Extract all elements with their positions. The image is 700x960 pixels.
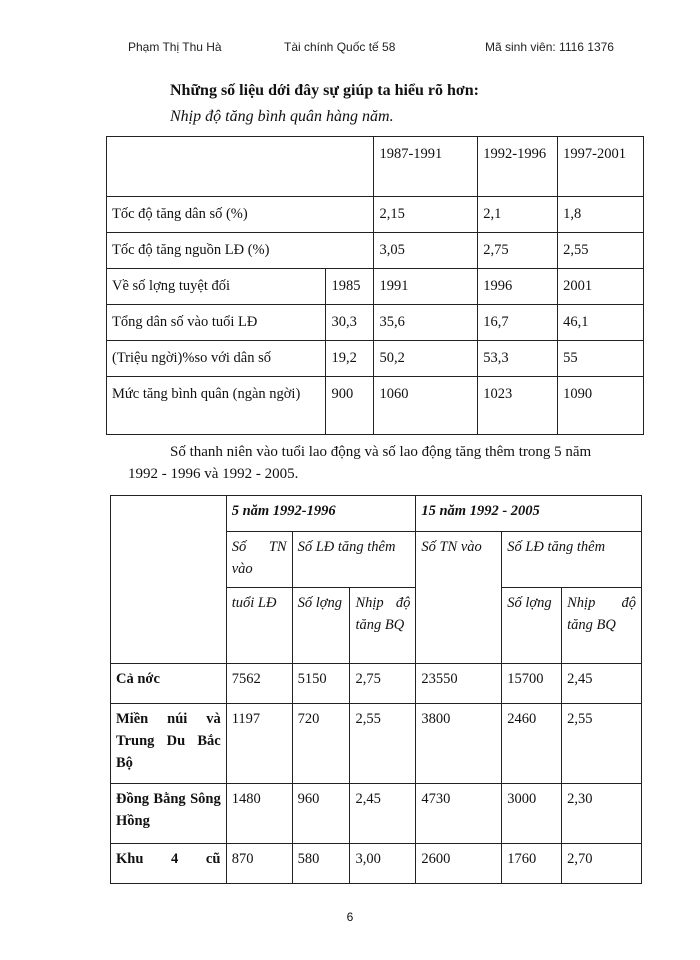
paragraph-line: 1992 - 1996 và 1992 - 2005. <box>128 466 299 482</box>
period-header: 15 năm 1992 - 2005 <box>416 496 642 532</box>
table-cell: 5150 <box>292 664 350 704</box>
table-cell: 2,45 <box>562 664 642 704</box>
table-cell: 15700 <box>502 664 562 704</box>
table-cell: 53,3 <box>478 341 558 377</box>
table-cell: 2,70 <box>562 844 642 884</box>
table-cell: 1996 <box>478 269 558 305</box>
table-cell: 870 <box>226 844 292 884</box>
table-cell: 2,15 <box>374 197 478 233</box>
table-cell: 900 <box>326 377 374 435</box>
header-author: Phạm Thị Thu Hà <box>128 40 222 54</box>
column-header: Số LĐ tăng thêm <box>292 532 416 588</box>
table-cell: 19,2 <box>326 341 374 377</box>
page-number: 6 <box>346 910 354 924</box>
paragraph-line: Số thanh niên vào tuổi lao động và số lao động tăng thêm trong 5 năm <box>170 444 592 460</box>
table-cell: 2,75 <box>478 233 558 269</box>
table-cell: 23550 <box>416 664 502 704</box>
table-cell: 2,55 <box>350 704 416 784</box>
column-header: Số TN vào <box>416 532 502 664</box>
table-cell: 1985 <box>326 269 374 305</box>
table-cell: 2,75 <box>350 664 416 704</box>
table-cell: 50,2 <box>374 341 478 377</box>
table-cell: 3,00 <box>350 844 416 884</box>
period-header: 1997-2001 <box>558 137 644 197</box>
growth-rate-table <box>106 136 644 435</box>
column-header: Số lợng <box>292 588 350 664</box>
row-label: Khu 4 cũ <box>111 844 227 884</box>
header-class: Tài chính Quốc tế 58 <box>284 40 396 54</box>
header-student-id: Mã sinh viên: 1116 1376 <box>485 40 614 54</box>
table-cell: 7562 <box>226 664 292 704</box>
period-header: 1987-1991 <box>374 137 478 197</box>
section-heading: Những số liệu dới đây sự giúp ta hiểu rõ hơn: <box>170 82 479 99</box>
table-cell: 3800 <box>416 704 502 784</box>
column-header: Số lợng <box>502 588 562 664</box>
row-label: Tốc độ tăng dân số (%) <box>107 197 374 233</box>
column-header: Số TN vào <box>226 532 292 588</box>
table-cell: 1023 <box>478 377 558 435</box>
table-cell: 2,1 <box>478 197 558 233</box>
table-cell: 3000 <box>502 784 562 844</box>
row-label: Tổng dân số vào tuổi LĐ <box>107 305 326 341</box>
table-cell: 1090 <box>558 377 644 435</box>
table-cell: 55 <box>558 341 644 377</box>
table-cell: 16,7 <box>478 305 558 341</box>
row-label: Tốc độ tăng nguồn LĐ (%) <box>107 233 374 269</box>
table-cell: 46,1 <box>558 305 644 341</box>
table-cell: 30,3 <box>326 305 374 341</box>
table-cell: 2,45 <box>350 784 416 844</box>
column-header: Nhịp độ tăng BQ <box>350 588 416 664</box>
column-header: Nhịp độ tăng BQ <box>562 588 642 664</box>
table1-caption: Nhịp độ tăng bình quân hàng năm. <box>170 108 394 125</box>
row-label: Miền núi và Trung Du Bắc Bộ <box>111 704 227 784</box>
table-cell: 4730 <box>416 784 502 844</box>
table-cell: 2600 <box>416 844 502 884</box>
empty-header-cell <box>107 137 374 197</box>
table-cell: 3,05 <box>374 233 478 269</box>
table-cell: 2,55 <box>558 233 644 269</box>
column-header: tuổi LĐ <box>226 588 292 664</box>
table-cell: 1197 <box>226 704 292 784</box>
period-header: 5 năm 1992-1996 <box>226 496 416 532</box>
row-label: Về số lợng tuyệt đối <box>107 269 326 305</box>
table-cell: 2,55 <box>562 704 642 784</box>
youth-labor-table <box>110 495 642 884</box>
row-label: Cả nớc <box>111 664 227 704</box>
table-cell: 1991 <box>374 269 478 305</box>
table-cell: 1060 <box>374 377 478 435</box>
table-cell: 960 <box>292 784 350 844</box>
row-label: Mức tăng bình quân (ngàn ngời) <box>107 377 326 435</box>
column-header: Số LĐ tăng thêm <box>502 532 642 588</box>
table-cell: 1,8 <box>558 197 644 233</box>
row-label: Đồng Bằng Sông Hồng <box>111 784 227 844</box>
intro-paragraph <box>128 441 648 485</box>
table-cell: 1760 <box>502 844 562 884</box>
table-cell: 1480 <box>226 784 292 844</box>
period-header: 1992-1996 <box>478 137 558 197</box>
table-cell: 2460 <box>502 704 562 784</box>
row-label: (Triệu ngời)%so với dân số <box>107 341 326 377</box>
table-cell: 2001 <box>558 269 644 305</box>
table-cell: 720 <box>292 704 350 784</box>
table-cell: 35,6 <box>374 305 478 341</box>
table-cell: 2,30 <box>562 784 642 844</box>
table-cell: 580 <box>292 844 350 884</box>
empty-header-cell <box>111 496 227 664</box>
